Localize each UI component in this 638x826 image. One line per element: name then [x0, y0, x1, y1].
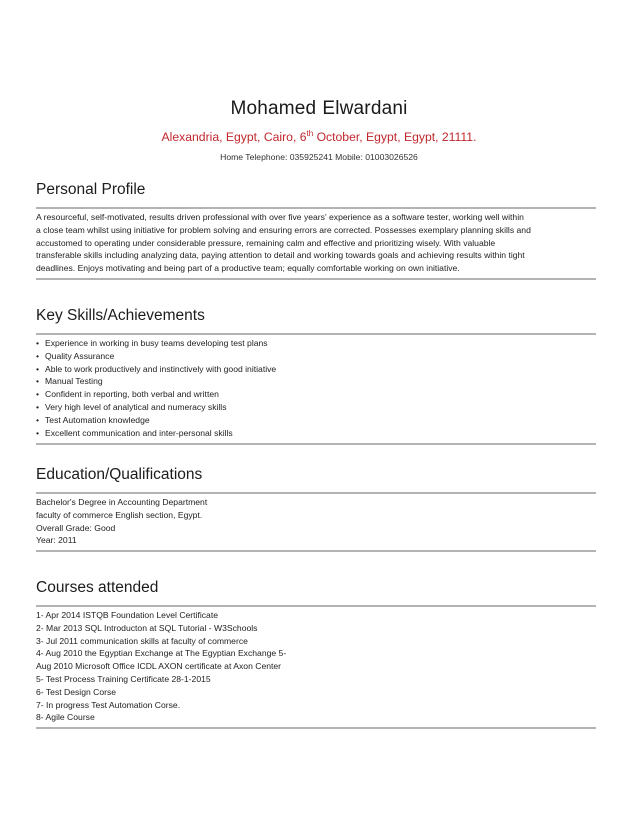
- text-line: Bachelor's Degree in Accounting Department: [36, 497, 208, 507]
- bullet-icon: •: [36, 389, 40, 400]
- list-item: [36, 350, 596, 363]
- text-line: 7- In progress Test Automation Corse.: [36, 699, 181, 710]
- list-item: [36, 427, 596, 440]
- list-item-text: Very high level of analytical and numeracy skills: [45, 401, 227, 412]
- bullet-icon: •: [36, 427, 40, 438]
- text-line: a close team whilst using initiative for problem solving and ensuring errors are corrected. Possesses exemplary planning skills and: [36, 224, 531, 235]
- address-superscript: th: [306, 128, 314, 138]
- address-line: [0, 130, 638, 144]
- list-item-text: Quality Assurance: [45, 350, 115, 361]
- section-courses: [36, 578, 596, 729]
- phone-line: Home Telephone: 035925241 Mobile: 01003026526: [220, 152, 418, 162]
- section-personal-profile: [36, 180, 596, 280]
- bullet-icon: •: [36, 338, 40, 348]
- text-line: Overall Grade: Good: [36, 522, 116, 533]
- list-item: [36, 363, 596, 376]
- section-heading: Education/Qualifications: [36, 466, 203, 483]
- address-part: Alexandria, Egypt, Cairo, 6: [161, 130, 307, 144]
- education-text: [36, 494, 596, 550]
- text-line: 6- Test Design Corse: [36, 686, 117, 697]
- bullet-icon: •: [36, 414, 40, 425]
- last-name: Elwardani: [322, 98, 408, 119]
- list-item: [36, 375, 596, 388]
- section-heading: Key Skills/Achievements: [36, 307, 205, 324]
- list-item: [36, 414, 596, 427]
- text-line: accustomed to operating under considerable pressure, remaining calm and effective and prioritizing wisely. With valuable: [36, 237, 496, 248]
- text-line: Aug 2010 Microsoft Office ICDL AXON certificate at Axon Center: [36, 661, 282, 672]
- list-item: [36, 337, 596, 350]
- bullet-icon: •: [36, 363, 40, 374]
- divider: [36, 278, 596, 280]
- text-line: 3- Jul 2011 communication skills at faculty of commerce: [36, 635, 248, 646]
- address-part: October, Egypt, Egypt, 21111.: [313, 130, 477, 144]
- section-key-skills: [36, 306, 596, 445]
- section-heading: Personal Profile: [36, 181, 146, 198]
- text-line: 8- Agile Course: [36, 712, 95, 723]
- divider: [36, 727, 596, 729]
- list-item-text: Manual Testing: [45, 376, 103, 387]
- text-line: transferable skills including analyzing data, paying attention to detail and working towards goals and achieving results within tight: [36, 250, 525, 261]
- list-item: [36, 401, 596, 414]
- section-heading: Courses attended: [36, 579, 159, 596]
- bullet-icon: •: [36, 401, 40, 412]
- divider: [36, 550, 596, 552]
- text-line: 5- Test Process Training Certificate 28-1-2015: [36, 673, 211, 684]
- text-line: 1- Apr 2014 ISTQB Foundation Level Certificate: [36, 610, 218, 620]
- text-line: 4- Aug 2010 the Egyptian Exchange at The Egyptian Exchange 5-: [36, 648, 287, 659]
- list-item-text: Experience in working in busy teams developing test plans: [45, 338, 268, 348]
- list-item-text: Able to work productively and instinctively with good initiative: [45, 363, 277, 374]
- list-item-text: Test Automation knowledge: [45, 414, 150, 425]
- section-education: [36, 465, 596, 552]
- candidate-name: [0, 98, 638, 120]
- first-name: Mohamed: [230, 98, 317, 119]
- text-line: 2- Mar 2013 SQL Introducton at SQL Tutorial - W3Schools: [36, 622, 258, 633]
- list-item-text: Confident in reporting, both verbal and written: [45, 389, 219, 400]
- list-item: [36, 388, 596, 401]
- skills-list: [36, 335, 596, 443]
- text-line: deadlines. Enjoys motivating and being part of a productive team; equally comfortable working on own initiative.: [36, 263, 460, 274]
- text-line: A resourceful, self-motivated, results driven professional with over five years' experience as a software tester, working well within: [36, 212, 524, 222]
- text-line: faculty of commerce English section, Egypt.: [36, 509, 203, 520]
- profile-text: [36, 209, 596, 278]
- divider: [36, 443, 596, 445]
- list-item-text: Excellent communication and inter-personal skills: [45, 427, 233, 438]
- bullet-icon: •: [36, 350, 40, 361]
- text-line: Year: 2011: [36, 535, 77, 546]
- courses-text: [36, 607, 596, 727]
- bullet-icon: •: [36, 376, 40, 387]
